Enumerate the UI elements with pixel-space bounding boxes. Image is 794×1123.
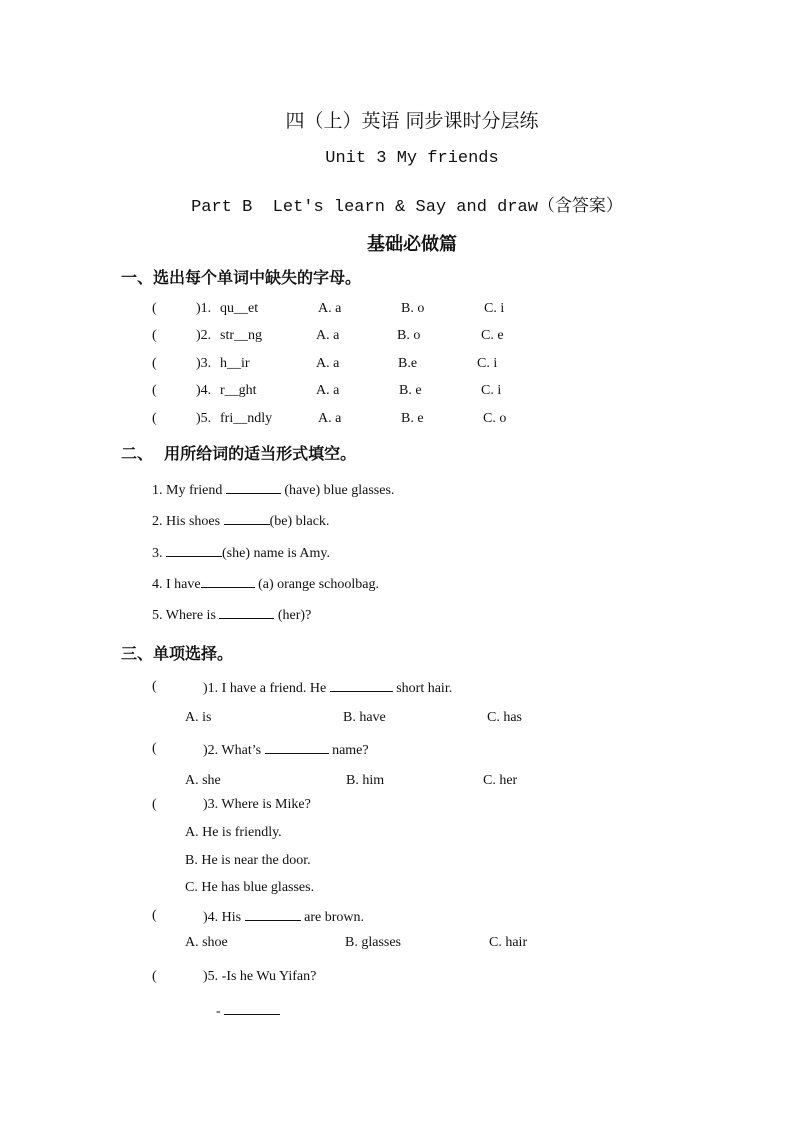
answer-blank[interactable] xyxy=(201,575,255,588)
answer-blank[interactable] xyxy=(166,544,222,557)
item-text: (a) orange schoolbag. xyxy=(254,577,379,592)
option-a: A. shoe xyxy=(185,935,228,950)
option-a: A. is xyxy=(185,710,212,725)
answer-paren: ( xyxy=(152,301,157,316)
answer-line xyxy=(216,1002,280,1020)
question-text: are brown. xyxy=(300,910,364,925)
item-text: 4. I have xyxy=(152,577,201,592)
answer-paren: ( xyxy=(152,908,157,923)
option-a: A. a xyxy=(316,328,340,343)
option-b: B. have xyxy=(343,710,386,725)
option-b: B. o xyxy=(401,301,425,316)
option-b: B. o xyxy=(397,328,421,343)
section3-heading: 三、单项选择。 xyxy=(121,644,234,663)
question-text: name? xyxy=(328,743,369,758)
question-text: )1. I have a friend. He xyxy=(203,681,330,696)
option-c: C. e xyxy=(481,328,504,343)
option-b: B. him xyxy=(346,773,385,788)
fill-blank-item xyxy=(152,606,311,624)
unit-title: Unit 3 My friends xyxy=(325,149,499,168)
answer-blank[interactable] xyxy=(224,1002,280,1015)
answer-paren: ( xyxy=(152,328,157,343)
question-word: r__ght xyxy=(220,383,257,398)
option-a: A. a xyxy=(318,301,342,316)
option-c: C. hair xyxy=(489,935,528,950)
worksheet-title: 四（上）英语 同步课时分层练 xyxy=(285,110,539,132)
option-b: B. e xyxy=(401,411,424,426)
answer-dash: - xyxy=(216,1004,225,1019)
item-text: 1. My friend xyxy=(152,483,226,498)
part-title: Part B Let's learn & Say and draw（含答案） xyxy=(191,198,623,217)
section1-heading: 一、选出每个单词中缺失的字母。 xyxy=(121,268,362,287)
option-c: C. her xyxy=(483,773,518,788)
item-text: (her)? xyxy=(274,608,312,623)
item-text: (she) name is Amy. xyxy=(222,546,330,561)
option-c: C. i xyxy=(477,356,498,371)
answer-paren: ( xyxy=(152,383,157,398)
answer-paren: ( xyxy=(152,741,157,756)
mc-question-4 xyxy=(203,908,364,926)
item-text: 2. His shoes xyxy=(152,514,224,529)
fill-blank-item xyxy=(152,575,379,593)
option-a: A. a xyxy=(316,356,340,371)
question-word: h__ir xyxy=(220,356,250,371)
mc-question-1 xyxy=(203,679,452,697)
answer-paren: ( xyxy=(152,969,157,984)
question-text: )4. His xyxy=(203,910,245,925)
question-text: )2. What’s xyxy=(203,743,265,758)
fill-blank-item xyxy=(152,512,329,530)
fill-blank-item xyxy=(152,481,394,499)
answer-paren: ( xyxy=(152,797,157,812)
answer-paren: ( xyxy=(152,679,157,694)
answer-blank[interactable] xyxy=(330,679,393,692)
option-c: C. o xyxy=(483,411,507,426)
answer-blank[interactable] xyxy=(219,606,274,619)
option-a: A. a xyxy=(318,411,342,426)
option-c: C. i xyxy=(484,301,505,316)
option-a: A. a xyxy=(316,383,340,398)
question-number: )1. xyxy=(196,301,212,316)
answer-paren: ( xyxy=(152,356,157,371)
option-c: C. has xyxy=(487,710,522,725)
item-text: 5. Where is xyxy=(152,608,220,623)
mc-question-2 xyxy=(203,741,369,759)
question-number: )2. xyxy=(196,328,212,343)
item-text: (be) black. xyxy=(269,514,330,529)
item-text: (have) blue glasses. xyxy=(280,483,395,498)
section2-heading: 二、 用所给词的适当形式填空。 xyxy=(121,444,357,463)
option-b: B. e xyxy=(399,383,422,398)
option-a: A. He is friendly. xyxy=(185,825,282,840)
question-word: str__ng xyxy=(220,328,262,343)
option-c: C. He has blue glasses. xyxy=(185,880,315,895)
option-c: C. i xyxy=(481,383,502,398)
mc-question-3: )3. Where is Mike? xyxy=(203,797,311,812)
answer-blank[interactable] xyxy=(245,908,301,921)
question-number: )3. xyxy=(196,356,212,371)
answer-blank[interactable] xyxy=(265,741,329,754)
question-number: )4. xyxy=(196,383,212,398)
item-text: 3. xyxy=(152,546,166,561)
option-b: B. He is near the door. xyxy=(185,853,311,868)
mc-question-5: )5. -Is he Wu Yifan? xyxy=(203,969,317,984)
answer-blank[interactable] xyxy=(224,512,270,525)
option-b: B. glasses xyxy=(345,935,401,950)
answer-paren: ( xyxy=(152,411,157,426)
question-text: short hair. xyxy=(392,681,453,696)
fill-blank-item xyxy=(152,544,330,562)
question-number: )5. xyxy=(196,411,212,426)
question-word: qu__et xyxy=(220,301,259,316)
option-a: A. she xyxy=(185,773,221,788)
level-title: 基础必做篇 xyxy=(367,234,457,255)
answer-blank[interactable] xyxy=(226,481,281,494)
question-word: fri__ndly xyxy=(220,411,273,426)
option-b: B.e xyxy=(398,356,418,371)
